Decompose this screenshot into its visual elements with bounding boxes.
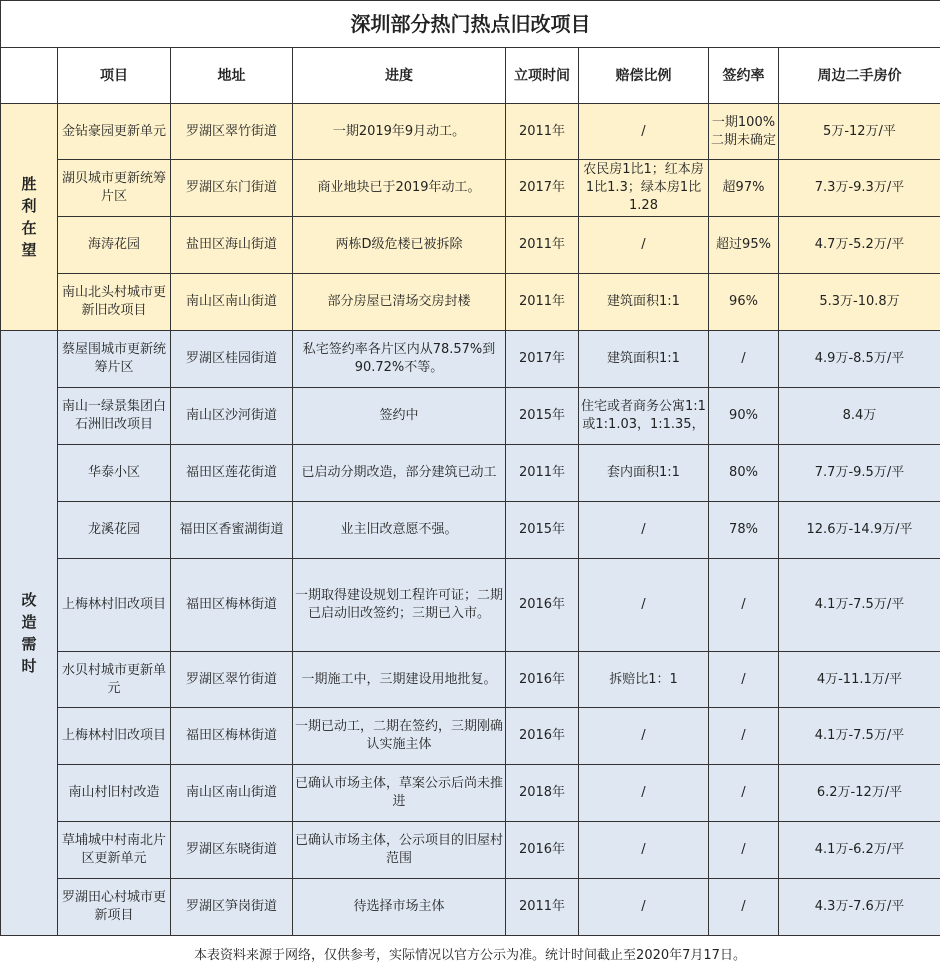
table-row: [1, 879, 940, 936]
nearby-price: 4.9万-8.5万/平: [779, 331, 940, 388]
nearby-price: 8.4万: [779, 388, 940, 445]
start-year: 2015年: [506, 388, 579, 445]
table-row: [1, 559, 940, 652]
signing-rate: 80%: [709, 445, 779, 502]
project-name: 蔡屋围城市更新统筹片区: [58, 331, 171, 388]
signing-rate: /: [709, 822, 779, 879]
compensation: /: [579, 104, 709, 160]
address: 罗湖区东晓街道: [171, 822, 293, 879]
project-name: 水贝村城市更新单元: [58, 652, 171, 708]
signing-rate: 96%: [709, 274, 779, 331]
address: 福田区香蜜湖街道: [171, 502, 293, 559]
project-name: 华泰小区: [58, 445, 171, 502]
table-row: [1, 104, 940, 160]
progress: 已启动分期改造，部分建筑已动工: [293, 445, 506, 502]
compensation: 建筑面积1:1: [579, 331, 709, 388]
project-name: 罗湖田心村城市更新项目: [58, 879, 171, 936]
start-year: 2018年: [506, 765, 579, 822]
nearby-price: 12.6万-14.9万/平: [779, 502, 940, 559]
start-year: 2016年: [506, 822, 579, 879]
address: 罗湖区桂园街道: [171, 331, 293, 388]
progress: 一期取得建设规划工程许可证；二期已启动旧改签约；三期已入市。: [293, 559, 506, 652]
progress: 签约中: [293, 388, 506, 445]
nearby-price: 5.3万-10.8万: [779, 274, 940, 331]
table-title: 深圳部分热门热点旧改项目: [1, 1, 940, 48]
progress: 一期施工中，三期建设用地批复。: [293, 652, 506, 708]
start-year: 2011年: [506, 104, 579, 160]
table-row: [1, 217, 940, 274]
header-row: [1, 48, 940, 104]
project-name: 草埔城中村南北片区更新单元: [58, 822, 171, 879]
compensation: /: [579, 502, 709, 559]
nearby-price: 4.1万-7.5万/平: [779, 559, 940, 652]
table-row: [1, 445, 940, 502]
project-name: 南山一绿景集团白石洲旧改项目: [58, 388, 171, 445]
compensation: /: [579, 822, 709, 879]
compensation: 拆赔比1：1: [579, 652, 709, 708]
table-row: [1, 388, 940, 445]
project-name: 上梅林村旧改项目: [58, 559, 171, 652]
start-year: 2016年: [506, 708, 579, 765]
column-header: 立项时间: [506, 48, 579, 104]
project-name: 南山村旧村改造: [58, 765, 171, 822]
start-year: 2017年: [506, 331, 579, 388]
footer-note: 本表资料来源于网络，仅供参考，实际情况以官方公示为准。统计时间截止至2020年7月17日。: [0, 936, 940, 976]
table-row: [1, 708, 940, 765]
signing-rate: /: [709, 652, 779, 708]
start-year: 2017年: [506, 160, 579, 217]
start-year: 2011年: [506, 274, 579, 331]
signing-rate: /: [709, 559, 779, 652]
table-row: [1, 502, 940, 559]
signing-rate: 超过95%: [709, 217, 779, 274]
column-header: [1, 48, 58, 104]
column-header: 地址: [171, 48, 293, 104]
address: 南山区南山街道: [171, 274, 293, 331]
progress: 部分房屋已清场交房封楼: [293, 274, 506, 331]
progress: 待选择市场主体: [293, 879, 506, 936]
signing-rate: /: [709, 879, 779, 936]
compensation: /: [579, 765, 709, 822]
nearby-price: 4.1万-7.5万/平: [779, 708, 940, 765]
progress: 一期2019年9月动工。: [293, 104, 506, 160]
signing-rate: 一期100%二期未确定: [709, 104, 779, 160]
table-row: [1, 160, 940, 217]
project-name: 龙溪花园: [58, 502, 171, 559]
nearby-price: 7.3万-9.3万/平: [779, 160, 940, 217]
signing-rate: 78%: [709, 502, 779, 559]
compensation: /: [579, 879, 709, 936]
address: 罗湖区翠竹街道: [171, 104, 293, 160]
compensation: 建筑面积1:1: [579, 274, 709, 331]
project-name: 海涛花园: [58, 217, 171, 274]
address: 盐田区海山街道: [171, 217, 293, 274]
progress: 两栋D级危楼已被拆除: [293, 217, 506, 274]
start-year: 2011年: [506, 217, 579, 274]
signing-rate: /: [709, 331, 779, 388]
compensation: /: [579, 559, 709, 652]
nearby-price: 7.7万-9.5万/平: [779, 445, 940, 502]
signing-rate: 超97%: [709, 160, 779, 217]
address: 福田区莲花街道: [171, 445, 293, 502]
progress: 业主旧改意愿不强。: [293, 502, 506, 559]
address: 福田区梅林街道: [171, 559, 293, 652]
column-header: 项目: [58, 48, 171, 104]
address: 罗湖区笋岗街道: [171, 879, 293, 936]
column-header: 周边二手房价: [779, 48, 940, 104]
start-year: 2016年: [506, 559, 579, 652]
nearby-price: 4.7万-5.2万/平: [779, 217, 940, 274]
progress: 商业地块已于2019年动工。: [293, 160, 506, 217]
address: 南山区南山街道: [171, 765, 293, 822]
table-row: [1, 274, 940, 331]
project-name: 南山北头村城市更新旧改项目: [58, 274, 171, 331]
progress: 一期已动工，二期在签约，三期刚确认实施主体: [293, 708, 506, 765]
compensation: /: [579, 708, 709, 765]
project-name: 湖贝城市更新统筹片区: [58, 160, 171, 217]
column-header: 赔偿比例: [579, 48, 709, 104]
column-header: 进度: [293, 48, 506, 104]
column-header: 签约率: [709, 48, 779, 104]
start-year: 2016年: [506, 652, 579, 708]
group-label: 胜利在望: [1, 104, 58, 331]
nearby-price: 4.3万-7.6万/平: [779, 879, 940, 936]
start-year: 2015年: [506, 502, 579, 559]
project-name: 上梅林村旧改项目: [58, 708, 171, 765]
table-row: [1, 765, 940, 822]
progress: 私宅签约率各片区内从78.57%到90.72%不等。: [293, 331, 506, 388]
compensation: /: [579, 217, 709, 274]
signing-rate: /: [709, 765, 779, 822]
nearby-price: 4万-11.1万/平: [779, 652, 940, 708]
nearby-price: 5万-12万/平: [779, 104, 940, 160]
table-row: [1, 331, 940, 388]
progress: 已确认市场主体，草案公示后尚未推进: [293, 765, 506, 822]
compensation: 住宅或者商务公寓1:1或1:1.03，1:1.35，: [579, 388, 709, 445]
start-year: 2011年: [506, 445, 579, 502]
address: 罗湖区翠竹街道: [171, 652, 293, 708]
group-label: 改造需时: [1, 331, 58, 936]
address: 福田区梅林街道: [171, 708, 293, 765]
nearby-price: 4.1万-6.2万/平: [779, 822, 940, 879]
address: 南山区沙河街道: [171, 388, 293, 445]
signing-rate: 90%: [709, 388, 779, 445]
table-row: [1, 652, 940, 708]
table-row: [1, 822, 940, 879]
start-year: 2011年: [506, 879, 579, 936]
progress: 已确认市场主体，公示项目的旧屋村范围: [293, 822, 506, 879]
nearby-price: 6.2万-12万/平: [779, 765, 940, 822]
address: 罗湖区东门街道: [171, 160, 293, 217]
project-name: 金钻豪园更新单元: [58, 104, 171, 160]
signing-rate: /: [709, 708, 779, 765]
compensation: 套内面积1:1: [579, 445, 709, 502]
compensation: 农民房1比1；红本房1比1.3；绿本房1比1.28: [579, 160, 709, 217]
